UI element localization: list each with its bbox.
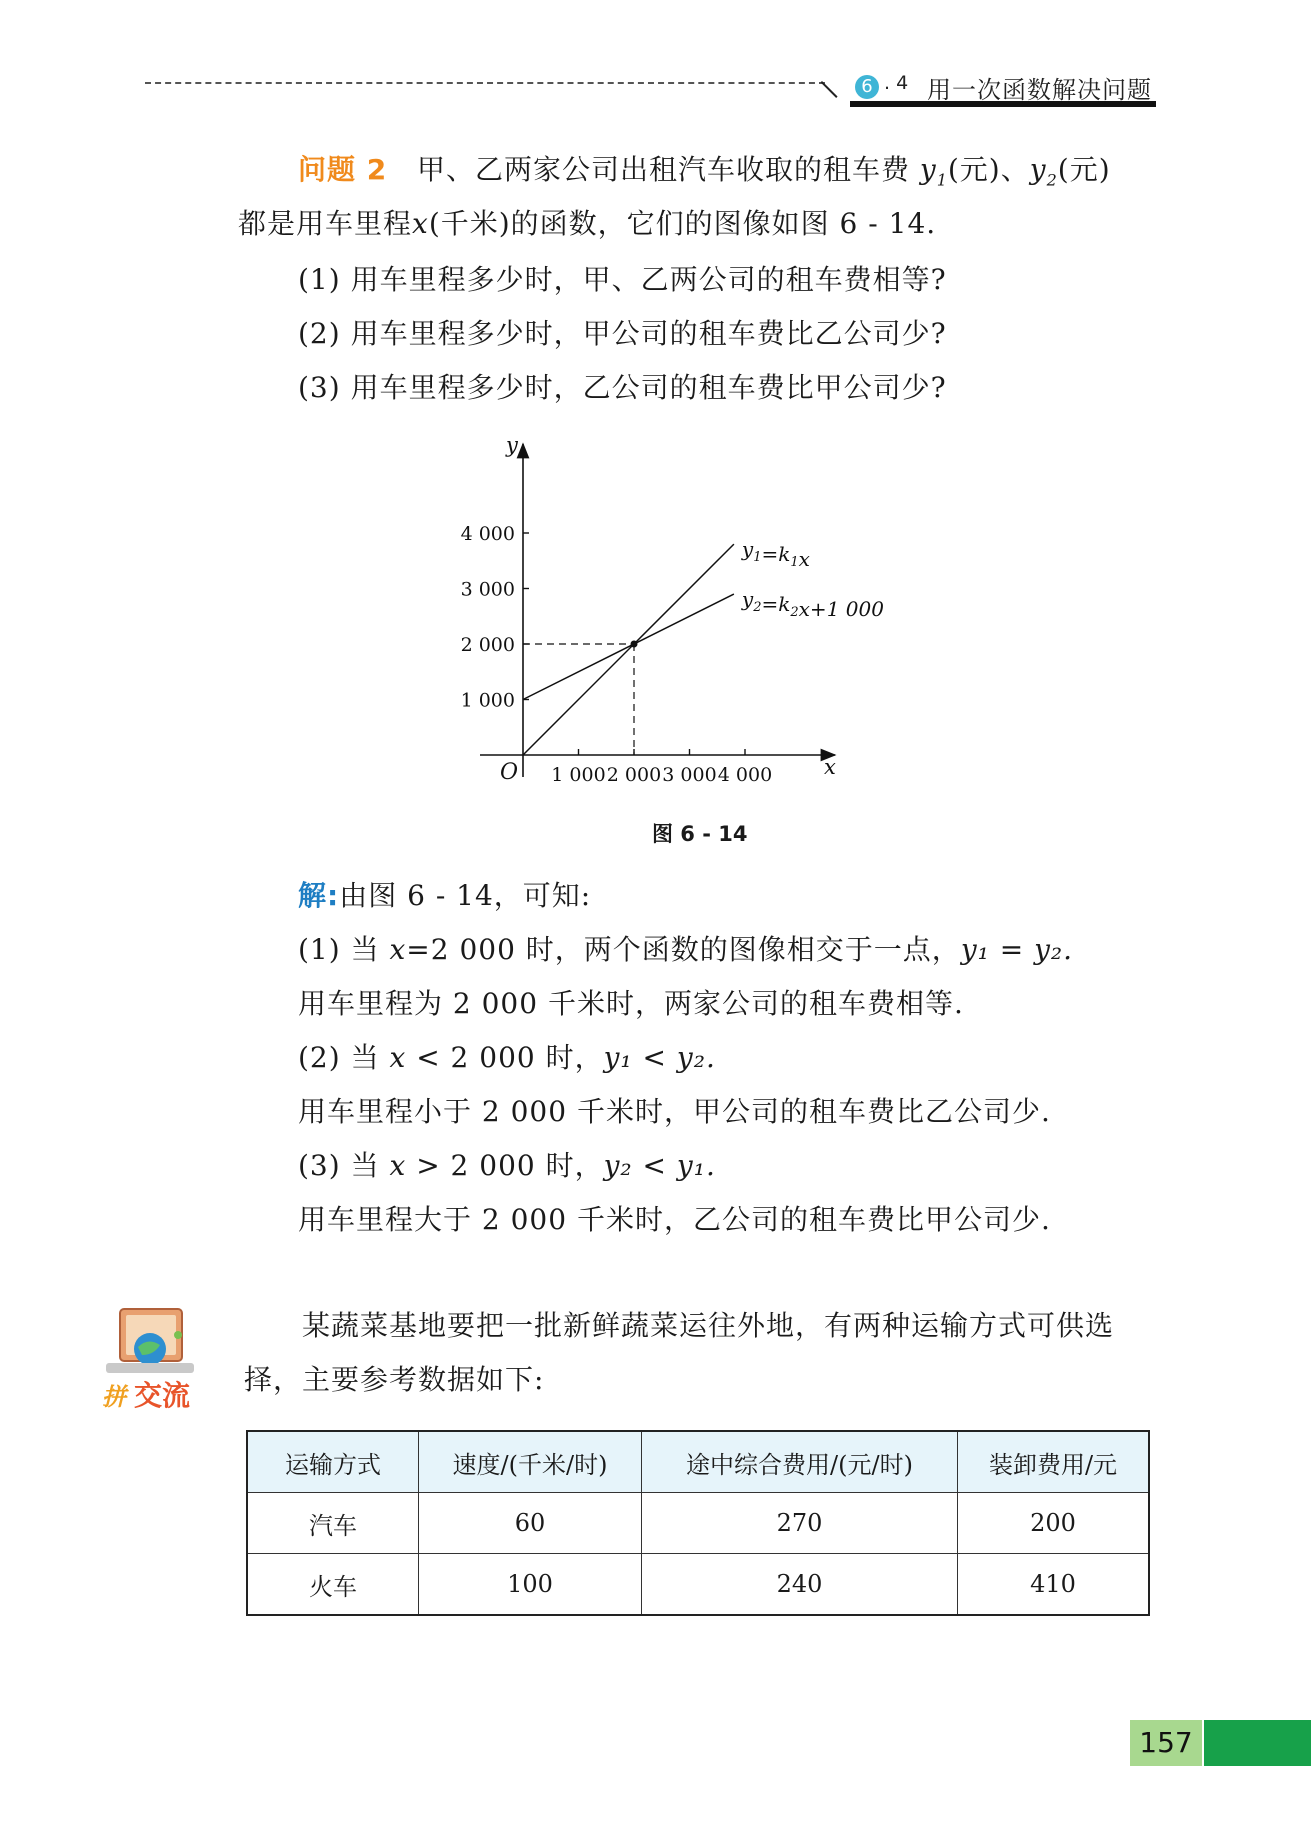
series-line-2 [523,594,734,699]
svg-text:拼: 拼 [102,1383,126,1411]
solution-2b: 用车里程小于 2 000 千米时，甲公司的租车费比乙公司少. [298,1095,1051,1128]
y-tick-label: 1 000 [460,689,515,712]
table-cell: 270 [642,1493,958,1554]
table-cell: 410 [958,1554,1150,1616]
x-tick-label: 4 000 [717,764,773,786]
table-cell: 100 [419,1554,642,1616]
solution-1a: (1) 当 x=2 000 时，两个函数的图像相交于一点，y₁ = y₂. [298,933,1074,966]
solution-2a: (2) 当 x < 2 000 时，y₁ < y₂. [298,1041,716,1074]
solution-label: 解: [298,879,340,912]
header-notch [821,81,838,98]
unit-yuan-1: (元) [947,153,1001,186]
problem-line-2: 都是用车里程x(千米)的函数，它们的图像如图 6 - 14. [238,207,937,240]
solution-3b: 用车里程大于 2 000 千米时，乙公司的租车费比甲公司少. [298,1203,1051,1236]
table-header-cell: 运输方式 [247,1431,419,1493]
table-cell: 火车 [247,1554,419,1616]
y-axis-label: y [506,433,518,457]
unit-yuan-2: (元) [1057,153,1111,186]
table-header-cell: 速度/(千米/时) [419,1431,642,1493]
intersection-point [631,641,638,648]
function-graph [450,430,884,800]
series-line-1 [523,544,734,755]
table-cell: 汽车 [247,1493,419,1554]
section-title: 用一次函数解决问题 [927,76,1152,104]
question-2: (2) 用车里程多少时，甲公司的租车费比乙公司少? [298,317,947,350]
table-row [247,1493,1149,1554]
y-tick-label: 4 000 [460,523,515,545]
separator: 、 [1000,153,1030,186]
table-header-cell: 装卸费用/元 [958,1431,1150,1493]
x-tick-label: 2 000 [606,764,662,786]
question-1: (1) 用车里程多少时，甲、乙两公司的租车费相等? [298,263,947,296]
y-tick-label: 3 000 [460,578,515,601]
table-cell: 240 [642,1554,958,1616]
x-tick-label: 3 000 [662,764,717,786]
origin-label: O [500,760,519,785]
table-cell: 200 [958,1493,1150,1554]
section-number-badge: 6 [855,75,879,99]
exchange-line-1: 某蔬菜基地要把一批新鲜蔬菜运往外地，有两种运输方式可供选 [302,1309,1115,1342]
series-label-2: $y_2=k_2x+1$ 000 [741,587,884,622]
x-axis-label: x [824,755,836,779]
var-y2: $y_2$ [1029,153,1058,190]
exchange-line-2: 择，主要参考数据如下: [244,1363,545,1396]
x-tick-label: 1 000 [551,764,606,786]
problem-label: 问题 2 [298,153,388,186]
svg-text:交流: 交流 [134,1379,191,1412]
figure-caption: 图 6 - 14 [652,822,748,846]
table-row [247,1554,1149,1616]
series-label-1: $y_1=k_1x$ [741,537,810,572]
page-number-bar [1204,1720,1311,1766]
problem-line-1 [298,152,1111,199]
var-y1: $y_1$ [919,153,948,190]
header-divider [145,82,825,84]
question-3: (3) 用车里程多少时，乙公司的租车费比甲公司少? [298,371,947,404]
var-x: x [412,207,429,240]
section-subnumber: . 4 [884,72,909,94]
table-header-cell: 途中综合费用/(元/时) [642,1431,958,1493]
page-number: 157 [1130,1720,1202,1766]
solution-3a: (3) 当 x > 2 000 时，y₂ < y₁. [298,1149,716,1182]
table-cell: 60 [419,1493,642,1554]
problem-text-1: 甲、乙两家公司出租汽车收取的租车费 [416,153,910,186]
table-header-row [247,1431,1149,1493]
exchange-badge-icon [98,1305,206,1415]
y-tick-label: 2 000 [460,634,515,656]
transport-table [246,1430,1150,1616]
solution-intro: 解:由图 6 - 14，可知: [298,879,592,912]
solution-1b: 用车里程为 2 000 千米时，两家公司的租车费相等. [298,987,964,1020]
